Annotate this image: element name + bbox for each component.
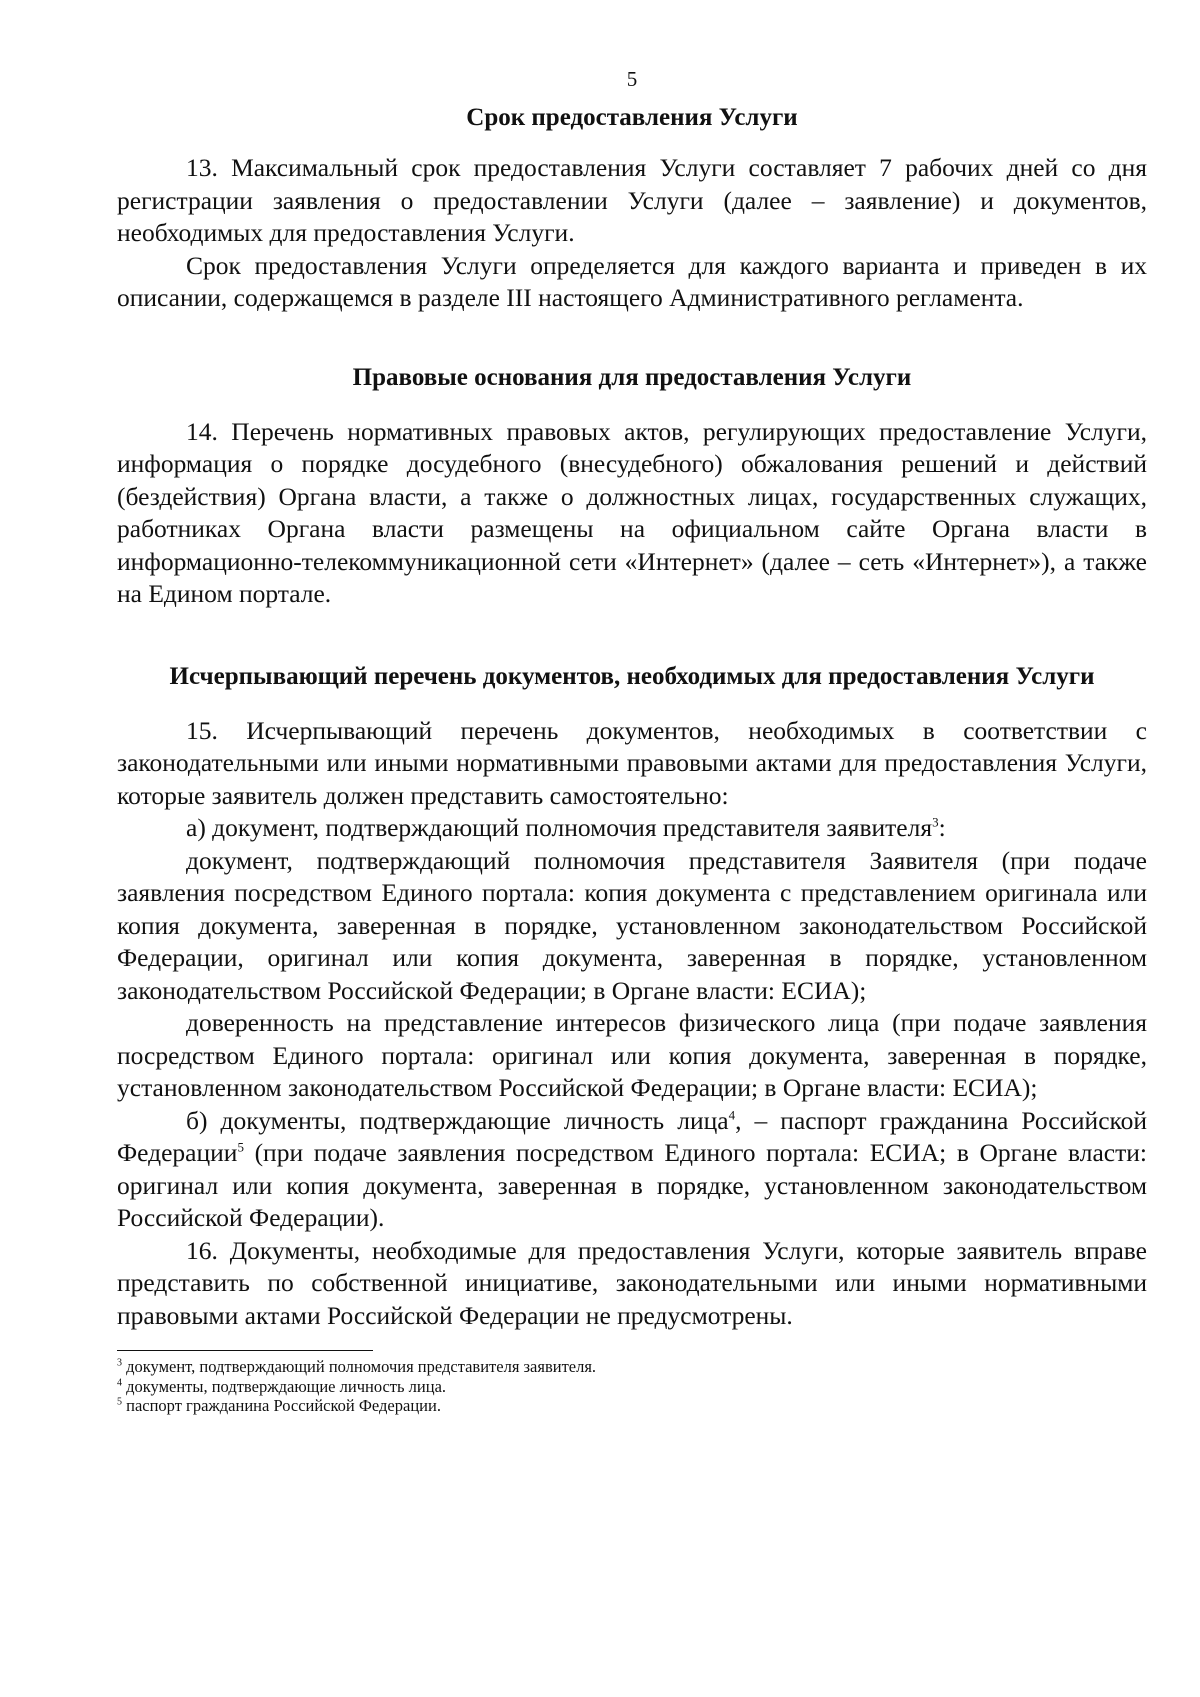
paragraph-15-a-text: а) документ, подтверждающий полномочия представителя заявителя bbox=[186, 813, 933, 842]
paragraph-15: 15. Исчерпывающий перечень документов, необходимых в соответствии с законодательными или иными нормативными правовыми актами для предоставления Услуги, которые заявитель должен представить самостоятельно: bbox=[117, 715, 1147, 810]
paragraph-15-b bbox=[117, 1105, 1147, 1235]
paragraph-13-term: Срок предоставления Услуги определяется для каждого варианта и приведен в их описании, содержащемся в разделе III настоящего Административного регламента. bbox=[117, 250, 1147, 312]
paragraph-14: 14. Перечень нормативных правовых актов, регулирующих предоставление Услуги, информация о порядке досудебного (внесудебного) обжалования решений и действий (бездействия) Органа власти, а также о должностных лицах, государственных служащих, работниках Органа власти размещены на официальном сайте Органа власти в информационно-телекоммуникационной сети «Интернет» (далее – сеть «Интернет»), а также на Едином портале. bbox=[117, 416, 1147, 608]
paragraph-15-b-part2: , – паспорт гражданина Российской Федерации bbox=[117, 1105, 1148, 1167]
footnote-number: 3 bbox=[117, 1357, 122, 1369]
paragraph-16: 16. Документы, необходимые для предоставления Услуги, которые заявитель вправе представить по собственной инициативе, законодательными или иными нормативными правовыми актами Российской Федерации не предусмотрены. bbox=[117, 1235, 1147, 1330]
footnote-ref-3: 3 bbox=[932, 814, 939, 830]
footnote-divider bbox=[117, 1350, 373, 1351]
section-heading-term: Срок предоставления Услуги bbox=[466, 104, 798, 131]
paragraph-15-a-power-of-attorney: доверенность на представление интересов физического лица (при подаче заявления посредством Единого портала: оригинал или копия документа, заверенная в порядке, установленном законодательством Российской Федерации; в Органе власти: ЕСИА); bbox=[117, 1008, 1147, 1102]
page-number: 5 bbox=[626, 67, 638, 91]
footnote-text: документы, подтверждающие личность лица. bbox=[126, 1376, 447, 1396]
footnote-text: паспорт гражданина Российской Федерации. bbox=[126, 1396, 441, 1415]
footnote-number: 5 bbox=[117, 1396, 122, 1408]
document-page bbox=[117, 66, 1147, 1416]
paragraph-15-a-end: : bbox=[938, 813, 946, 842]
footnote-4 bbox=[117, 1377, 1147, 1397]
section-heading-legal-basis: Правовые основания для предоставления Услуги bbox=[352, 363, 912, 391]
footnote-3 bbox=[117, 1357, 1147, 1377]
paragraph-15-a bbox=[117, 812, 1147, 845]
footnote-ref-4: 4 bbox=[728, 1107, 736, 1122]
footnote-text: документ, подтверждающий полномочия представителя заявителя. bbox=[126, 1357, 597, 1376]
paragraph-15-a-doc: документ, подтверждающий полномочия представителя Заявителя (при подаче заявления посредством Единого портала: копия документа с представлением оригинала или копия документа, заверенная в порядке, установленном законодательством Российской Федерации, оригинал или копия документа, заверенная в порядке, установленном законодательством Российской Федерации; в Органе власти: ЕСИА); bbox=[117, 845, 1147, 1005]
footnote-number: 4 bbox=[117, 1377, 122, 1388]
paragraph-13: 13. Максимальный срок предоставления Услуги составляет 7 рабочих дней со дня регистрации заявления о предоставлении Услуги (далее – заявление) и документов, необходимых для предоставления Услуги. bbox=[117, 153, 1147, 247]
paragraph-15-b-part1: б) документы, подтверждающие личность лица bbox=[186, 1105, 729, 1135]
paragraph-15-b-part3: (при подаче заявления посредством Единого портала: ЕСИА; в Органе власти: оригинал или копия документа, заверенная в порядке, установленном законодательством Российской Федерации). bbox=[117, 1138, 1147, 1232]
section-heading-documents: Исчерпывающий перечень документов, необходимых для предоставления Услуги bbox=[169, 662, 1095, 690]
footnote-ref-5: 5 bbox=[237, 1139, 244, 1155]
footnote-5 bbox=[117, 1396, 1147, 1416]
